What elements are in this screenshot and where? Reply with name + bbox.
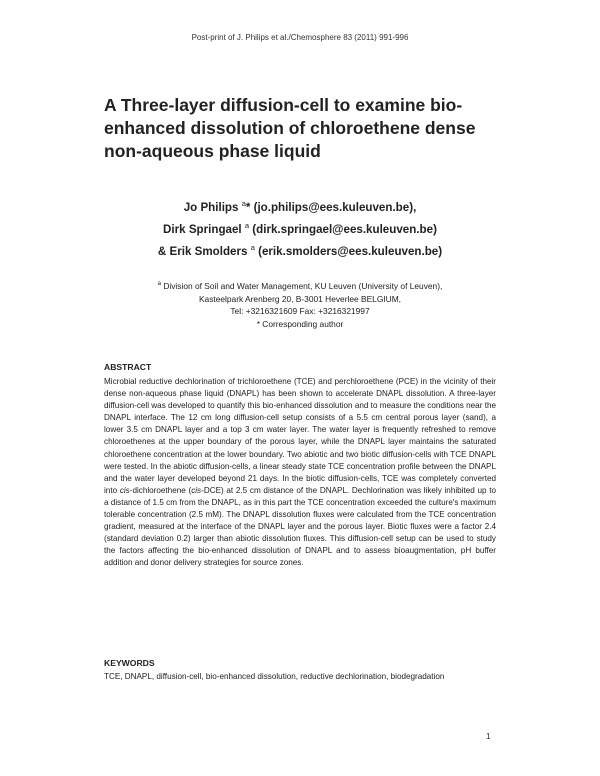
abstract-heading: ABSTRACT: [104, 362, 152, 372]
affiliation-marker: a: [241, 199, 246, 208]
corresponding-author-note: * Corresponding author: [256, 319, 344, 330]
author-line: [0, 195, 600, 217]
title-line: non-aqueous phase liquid: [104, 141, 321, 161]
author-line: [0, 217, 600, 239]
author-email: * (jo.philips@ees.kuleuven.be),: [245, 200, 417, 214]
keywords-heading: KEYWORDS: [104, 658, 155, 668]
author-name: Jo Philips: [183, 200, 239, 214]
author-block: [0, 195, 600, 261]
author-line: [0, 239, 600, 261]
page-number: 1: [486, 732, 491, 741]
abstract-text: Microbial reductive dechlorination of trichloroethene (TCE) and perchloroethene (PCE) in the vicinity of their dense non-aqueous phase liquid (DNAPL) has been shown to accelerate DNAPL dissolution. A three-layer diffusion-cell was developed to quantify this bio-enhanced dissolution and to measure the conditions near the DNAPL interface. The 12 cm long diffusion-cell setup consists of a 5.5 cm central porous layer (sand), a lower 3.5 cm DNAPL layer and a top 3 cm water layer. The water layer is frequently refreshed to remove chloroethenes at the upper boundary of the porous layer, while the DNAPL layer maintains the saturated chloroethene concentration at the lower boundary. Two abiotic and two biotic diffusion-cells with TCE DNAPL were tested. In the abiotic diffusion-cells, a linear steady state TCE concentration profile between the DNAPL and the water layer developed beyond 21 days. In the biotic diffusion-cells, TCE was completely converted into cis-dichloroethene (cis-DCE) at 2.5 cm distance of the DNAPL. Dechlorination was likely inhibited up to a distance of 1.5 cm from the DNAPL, as in this part the TCE concentration exceeded the culture's maximum tolerable concentration (2.5 mM). The DNAPL dissolution fluxes were calculated from the TCE concentration gradient, measured at the interface of the DNAPL layer and the porous layer. Biotic fluxes were a factor 2.4 (standard deviation 0.2) larger than abiotic dissolution fluxes. This diffusion-cell setup can be used to study the factors affecting the bio-enhanced dissolution of DNAPL and to assess bioaugmentation, pH buffer addition and donor delivery strategies for source zones.: [104, 377, 496, 568]
title-line: enhanced dissolution of chloroethene dense: [104, 118, 476, 138]
keywords-text: TCE, DNAPL, diffusion-cell, bio-enhanced dissolution, reductive dechlorination, biodegradation: [104, 672, 445, 681]
citation-header: Post-print of J. Philips et al./Chemosphere 83 (2011) 991-996: [191, 33, 409, 42]
affiliation-marker: a: [250, 242, 255, 252]
author-email: (dirk.springael@ees.kuleuven.be): [252, 222, 437, 236]
author-name: Dirk Springael: [163, 222, 242, 236]
affiliation-marker: a: [157, 281, 161, 287]
paper-title: [104, 94, 504, 163]
affiliation-line: $^a$ Division of Soil and Water Management, KU Leuven (University of Leuven),: [157, 280, 443, 291]
title-line: A Three-layer diffusion-cell to examine bio-: [104, 95, 463, 115]
author-name: & Erik Smolders: [157, 244, 248, 258]
affiliation-line: Kasteelpark Arenberg 20, B-3001 Heverlee BELGIUM,: [198, 293, 402, 304]
affiliation-marker: a: [244, 220, 250, 230]
affiliation-line: Tel: +3216321609 Fax: +3216321997: [230, 306, 370, 317]
author-email: (erik.smolders@ees.kuleuven.be): [258, 244, 443, 258]
affiliation-block: [0, 278, 600, 331]
